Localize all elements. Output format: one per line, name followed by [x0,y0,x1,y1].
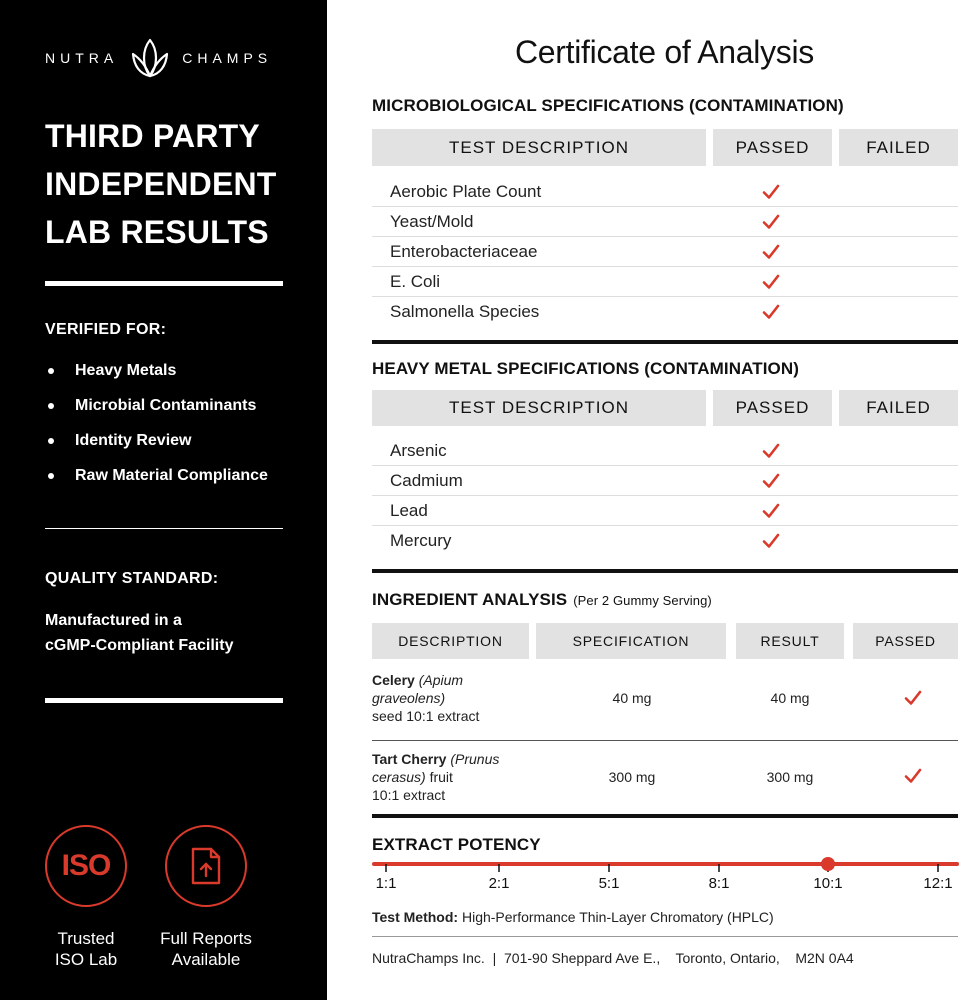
table-row [372,496,958,526]
micro-header-description: TEST DESCRIPTION [372,129,706,166]
headline-line: INDEPENDENT [45,166,277,202]
ingredient-header-specification: SPECIFICATION [536,623,726,659]
list-item: Microbial Contaminants [45,395,268,430]
test-method: Test Method: High-Performance Thin-Layer Chromatory (HPLC) [372,909,774,925]
metal-header-description: TEST DESCRIPTION [372,390,706,426]
check-icon [762,304,780,320]
page-title: Certificate of Analysis [514,34,814,70]
left-panel [0,0,327,1000]
potency-section-title: EXTRACT POTENCY [372,835,541,854]
potency-tick-label: 10:1 [813,875,843,892]
ingredient-header-passed: PASSED [853,623,958,659]
ingredient-header-description: DESCRIPTION [372,623,529,659]
table-row [372,436,958,466]
quality-text: Manufactured in a cGMP-Compliant Facility [45,612,234,654]
check-icon [762,184,780,200]
check-icon [904,768,922,784]
test-description: Salmonella Species [390,302,540,321]
quality-label: QUALITY STANDARD: [45,570,219,587]
bullet-icon [48,473,54,479]
divider [45,528,283,529]
check-icon [762,533,780,549]
table-row [372,207,958,237]
table-row [372,237,958,267]
list-item: Raw Material Compliance [45,465,268,500]
headline [45,112,277,256]
bullet-icon [48,438,54,444]
metal-section-title: HEAVY METAL SPECIFICATIONS (CONTAMINATION) [372,359,799,378]
test-description: E. Coli [390,272,441,291]
potency-tick-label: 2:1 [488,875,510,892]
table-row [372,750,958,810]
section-divider [372,569,958,573]
potency-tick-label: 8:1 [708,875,730,892]
check-icon [762,443,780,459]
potency-tick-label: 5:1 [598,875,620,892]
table-row [372,267,958,297]
ingredient-result: 40 mg [770,690,810,706]
ingredient-result: 300 mg [766,769,814,785]
table-row [372,466,958,496]
micro-header-failed: FAILED [839,129,958,166]
check-icon [762,274,780,290]
divider [45,698,283,703]
potency-marker [821,857,835,871]
section-divider [372,814,958,818]
test-description: Yeast/Mold [390,212,474,231]
test-description: Lead [390,501,428,520]
check-icon [762,244,780,260]
verified-label: VERIFIED FOR: [45,321,167,338]
metal-header-passed: PASSED [713,390,832,426]
ingredient-description: Tart Cherry (Prunus cerasus) fruit 10:1 extract [372,751,500,803]
ingredient-header-result: RESULT [736,623,844,659]
test-description: Aerobic Plate Count [390,182,542,201]
company-footer: NutraChamps Inc. | 701-90 Sheppard Ave E., Toronto, Ontario, M2N 0A4 [372,950,854,966]
iso-badge-icon: ISO [45,825,127,907]
lotus-leaf-icon [128,36,172,80]
row-divider [372,740,958,741]
micro-header-passed: PASSED [713,129,832,166]
bullet-icon [48,403,54,409]
table-row [372,177,958,207]
ingredient-subtitle: (Per 2 Gummy Serving) [573,593,712,608]
section-divider [372,340,958,344]
document-icon [189,846,223,886]
potency-scale [372,852,962,896]
test-description: Mercury [390,531,452,550]
ingredient-section-title: INGREDIENT ANALYSIS (Per 2 Gummy Serving) [372,590,712,609]
check-icon [904,690,922,706]
check-icon [762,473,780,489]
verified-list [45,360,268,500]
test-description: Arsenic [390,441,447,460]
headline-line: LAB RESULTS [45,214,269,250]
list-item: Identity Review [45,430,268,465]
brand-logo-row [45,36,285,80]
list-item: Heavy Metals [45,360,268,395]
table-row [372,671,958,731]
report-upload-icon [165,825,247,907]
metal-header-failed: FAILED [839,390,958,426]
test-description: Cadmium [390,471,463,490]
divider [45,281,283,286]
table-row [372,526,958,556]
bullet-icon [48,368,54,374]
brand-word-right: CHAMPS [182,50,273,66]
badge-label: Full Reports Available [160,929,252,969]
badge-label: Trusted ISO Lab [54,929,118,969]
headline-line: THIRD PARTY [45,118,260,154]
ingredient-specification: 40 mg [612,690,652,706]
divider [372,936,958,937]
check-icon [762,503,780,519]
ingredient-description: Celery (Apium graveolens) seed 10:1 extract [372,672,480,724]
certificate-panel [327,0,962,1000]
ingredient-specification: 300 mg [608,769,656,785]
micro-section-title: MICROBIOLOGICAL SPECIFICATIONS (CONTAMINATION) [372,96,844,115]
check-icon [762,214,780,230]
potency-tick-label: 12:1 [923,875,953,892]
potency-tick-label: 1:1 [375,875,397,892]
table-row [372,297,958,327]
brand-word-left: NUTRA [45,50,119,66]
test-description: Enterobacteriaceae [390,242,538,261]
